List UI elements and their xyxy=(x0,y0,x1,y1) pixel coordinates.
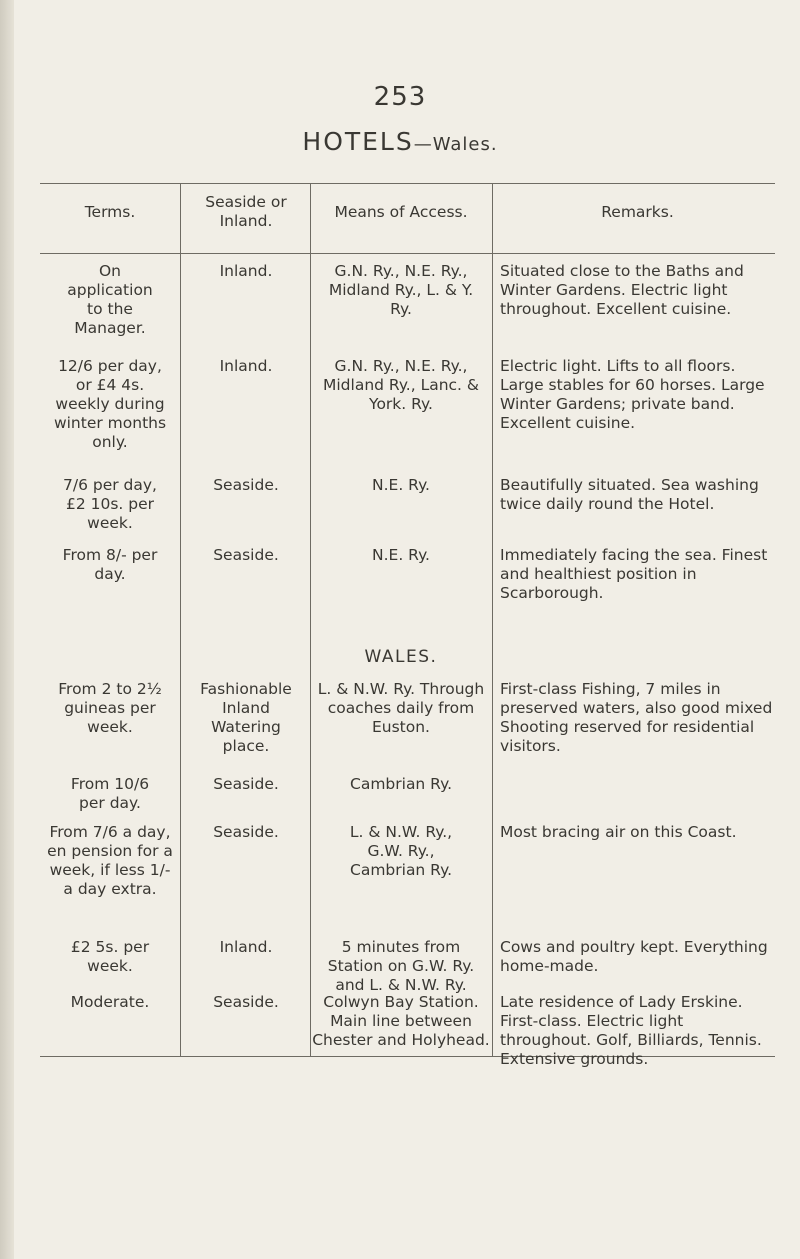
column-header-remarks: Remarks. xyxy=(601,203,674,221)
row-1-access: G.N. Ry., N.E. Ry., Midland Ry., L. & Y. Ry. xyxy=(328,262,474,318)
row-4-remarks: Immediately facing the sea. Finest and healthiest position in Scarborough. xyxy=(500,546,768,602)
section-heading-wales: WALES. xyxy=(364,647,438,667)
row-7-location: Seaside. xyxy=(213,823,279,841)
row-3-terms: 7/6 per day, £2 10s. per week. xyxy=(63,476,157,532)
row-5-location: Fashionable Inland Watering place. xyxy=(200,680,292,755)
table-top-rule xyxy=(40,183,775,184)
row-2-access: G.N. Ry., N.E. Ry., Midland Ry., Lanc. & York. Ry. xyxy=(323,357,479,413)
page-number: 253 xyxy=(373,82,427,112)
column-header-location: Seaside or Inland. xyxy=(205,193,287,230)
row-1-location: Inland. xyxy=(219,262,273,280)
row-9-remarks: Late residence of Lady Erskine. First-class. Electric light throughout. Golf, Billiards, Tennis. Extensive grounds. xyxy=(500,993,762,1068)
row-2-remarks: Electric light. Lifts to all floors. Large stables for 60 horses. Large Winter Gardens; private band. Excellent cuisine. xyxy=(500,357,765,432)
row-6-access: Cambrian Ry. xyxy=(350,775,452,793)
row-3-access: N.E. Ry. xyxy=(372,476,430,494)
row-5-access: L. & N.W. Ry. Through coaches daily from Euston. xyxy=(317,680,485,736)
title-subtitle: —Wales. xyxy=(413,134,498,155)
row-4-access: N.E. Ry. xyxy=(372,546,430,564)
row-9-access: Colwyn Bay Station. Main line between Chester and Holyhead. xyxy=(312,993,490,1049)
table-header-rule xyxy=(40,253,775,254)
column-header-access: Means of Access. xyxy=(334,203,468,221)
column-divider-1 xyxy=(180,183,181,1056)
row-4-terms: From 8/- per day. xyxy=(62,546,158,583)
column-header-terms: Terms. xyxy=(84,203,136,221)
row-8-terms: £2 5s. per week. xyxy=(70,938,150,975)
row-1-remarks: Situated close to the Baths and Winter Gardens. Electric light throughout. Excellent cuisine. xyxy=(500,262,744,318)
row-8-remarks: Cows and poultry kept. Everything home-made. xyxy=(500,938,768,975)
row-6-location: Seaside. xyxy=(213,775,279,793)
row-2-location: Inland. xyxy=(219,357,273,375)
row-3-location: Seaside. xyxy=(213,476,279,494)
row-9-terms: Moderate. xyxy=(70,993,150,1011)
row-5-terms: From 2 to 2½ guineas per week. xyxy=(58,680,162,736)
row-7-access: L. & N.W. Ry., G.W. Ry., Cambrian Ry. xyxy=(349,823,453,879)
row-7-remarks: Most bracing air on this Coast. xyxy=(500,823,737,841)
row-5-remarks: First-class Fishing, 7 miles in preserved waters, also good mixed Shooting reserved for residential visitors. xyxy=(500,680,773,755)
row-9-location: Seaside. xyxy=(213,993,279,1011)
row-8-access: 5 minutes from Station on G.W. Ry. and L. & N.W. Ry. xyxy=(327,938,475,994)
row-3-remarks: Beautifully situated. Sea washing twice daily round the Hotel. xyxy=(500,476,759,513)
row-2-terms: 12/6 per day, or £4 4s. weekly during winter months only. xyxy=(53,357,167,451)
row-6-terms: From 10/6 per day. xyxy=(70,775,150,812)
title-main: HOTELS xyxy=(302,127,414,156)
row-7-terms: From 7/6 a day, en pension for a week, if less 1/- a day extra. xyxy=(47,823,173,898)
row-4-location: Seaside. xyxy=(213,546,279,564)
row-8-location: Inland. xyxy=(219,938,273,956)
column-divider-2 xyxy=(310,183,311,1056)
row-1-terms: On application to the Manager. xyxy=(67,262,153,337)
column-divider-3 xyxy=(492,183,493,1056)
